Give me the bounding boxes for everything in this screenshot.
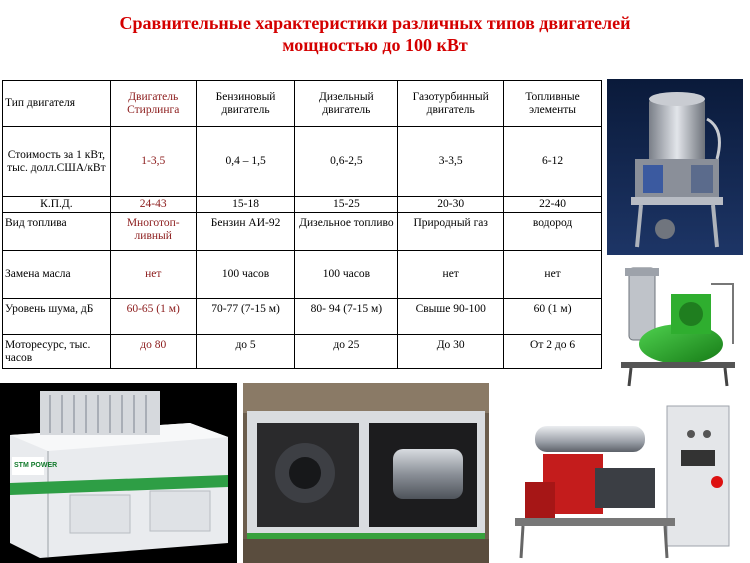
stirling-engine-photo	[607, 79, 743, 255]
table-cell: 1-3,5	[110, 127, 196, 197]
green-engine-photo	[611, 264, 743, 390]
table-row	[3, 335, 602, 369]
table-row	[3, 213, 602, 251]
slide-title	[0, 12, 750, 56]
table-cell: 20-30	[398, 197, 504, 213]
header-stirling: Двигатель Стирлинга	[110, 81, 196, 127]
table-cell: 80- 94 (7-15 м)	[295, 299, 398, 335]
title-line-1: Сравнительные характеристики различных типов двигателей	[119, 13, 631, 33]
table-cell: нет	[110, 251, 196, 299]
row-label: Моторесурс, тыс. часов	[3, 335, 111, 369]
table-cell: 0,4 – 1,5	[196, 127, 295, 197]
table-cell: 70-77 (7-15 м)	[196, 299, 295, 335]
table-cell: 22-40	[504, 197, 602, 213]
table-cell: 3-3,5	[398, 127, 504, 197]
row-label: К.П.Д.	[3, 197, 111, 213]
header-fuel-cells: Топливные элементы	[504, 81, 602, 127]
table-cell: До 30	[398, 335, 504, 369]
table-cell: нет	[504, 251, 602, 299]
table-cell: 100 часов	[196, 251, 295, 299]
table-cell: 6-12	[504, 127, 602, 197]
table-row	[3, 299, 602, 335]
table-cell: 0,6-2,5	[295, 127, 398, 197]
table-cell: Свыше 90-100	[398, 299, 504, 335]
row-label: Вид топлива	[3, 213, 111, 251]
container-engine-photo	[243, 383, 489, 563]
table-cell: 60 (1 м)	[504, 299, 602, 335]
table-cell: нет	[398, 251, 504, 299]
table-cell: Природный газ	[398, 213, 504, 251]
table-cell: Дизельное топливо	[295, 213, 398, 251]
table-cell: 100 часов	[295, 251, 398, 299]
header-engine-type: Тип двигателя	[3, 81, 111, 127]
table-cell: до 5	[196, 335, 295, 369]
table-cell: От 2 до 6	[504, 335, 602, 369]
table-cell: 15-25	[295, 197, 398, 213]
row-label: Уровень шума, дБ	[3, 299, 111, 335]
header-diesel: Дизельный двигатель	[295, 81, 398, 127]
table-cell: 24-43	[110, 197, 196, 213]
table-cell: до 25	[295, 335, 398, 369]
table-row	[3, 251, 602, 299]
header-gas-turbine: Газотурбинный двигатель	[398, 81, 504, 127]
table-row	[3, 197, 602, 213]
table-cell: 15-18	[196, 197, 295, 213]
table-cell: 60-65 (1 м)	[110, 299, 196, 335]
table-cell: Бензин АИ-92	[196, 213, 295, 251]
table-row	[3, 127, 602, 197]
table-cell: водород	[504, 213, 602, 251]
title-line-2: мощностью до 100 кВт	[282, 35, 468, 55]
engine-control-cabinet-photo	[495, 398, 750, 563]
header-petrol: Бензиновый двигатель	[196, 81, 295, 127]
header-row	[3, 81, 602, 127]
row-label: Замена масла	[3, 251, 111, 299]
stm-logo-text: STM POWER	[14, 462, 58, 469]
comparison-table	[2, 80, 602, 369]
table-cell: Многотоп-ливный	[110, 213, 196, 251]
row-label: Стоимость за 1 кВт, тыс. долл.США/кВт	[3, 127, 111, 197]
table-cell: до 80	[110, 335, 196, 369]
stm-power-unit-photo	[0, 383, 237, 563]
